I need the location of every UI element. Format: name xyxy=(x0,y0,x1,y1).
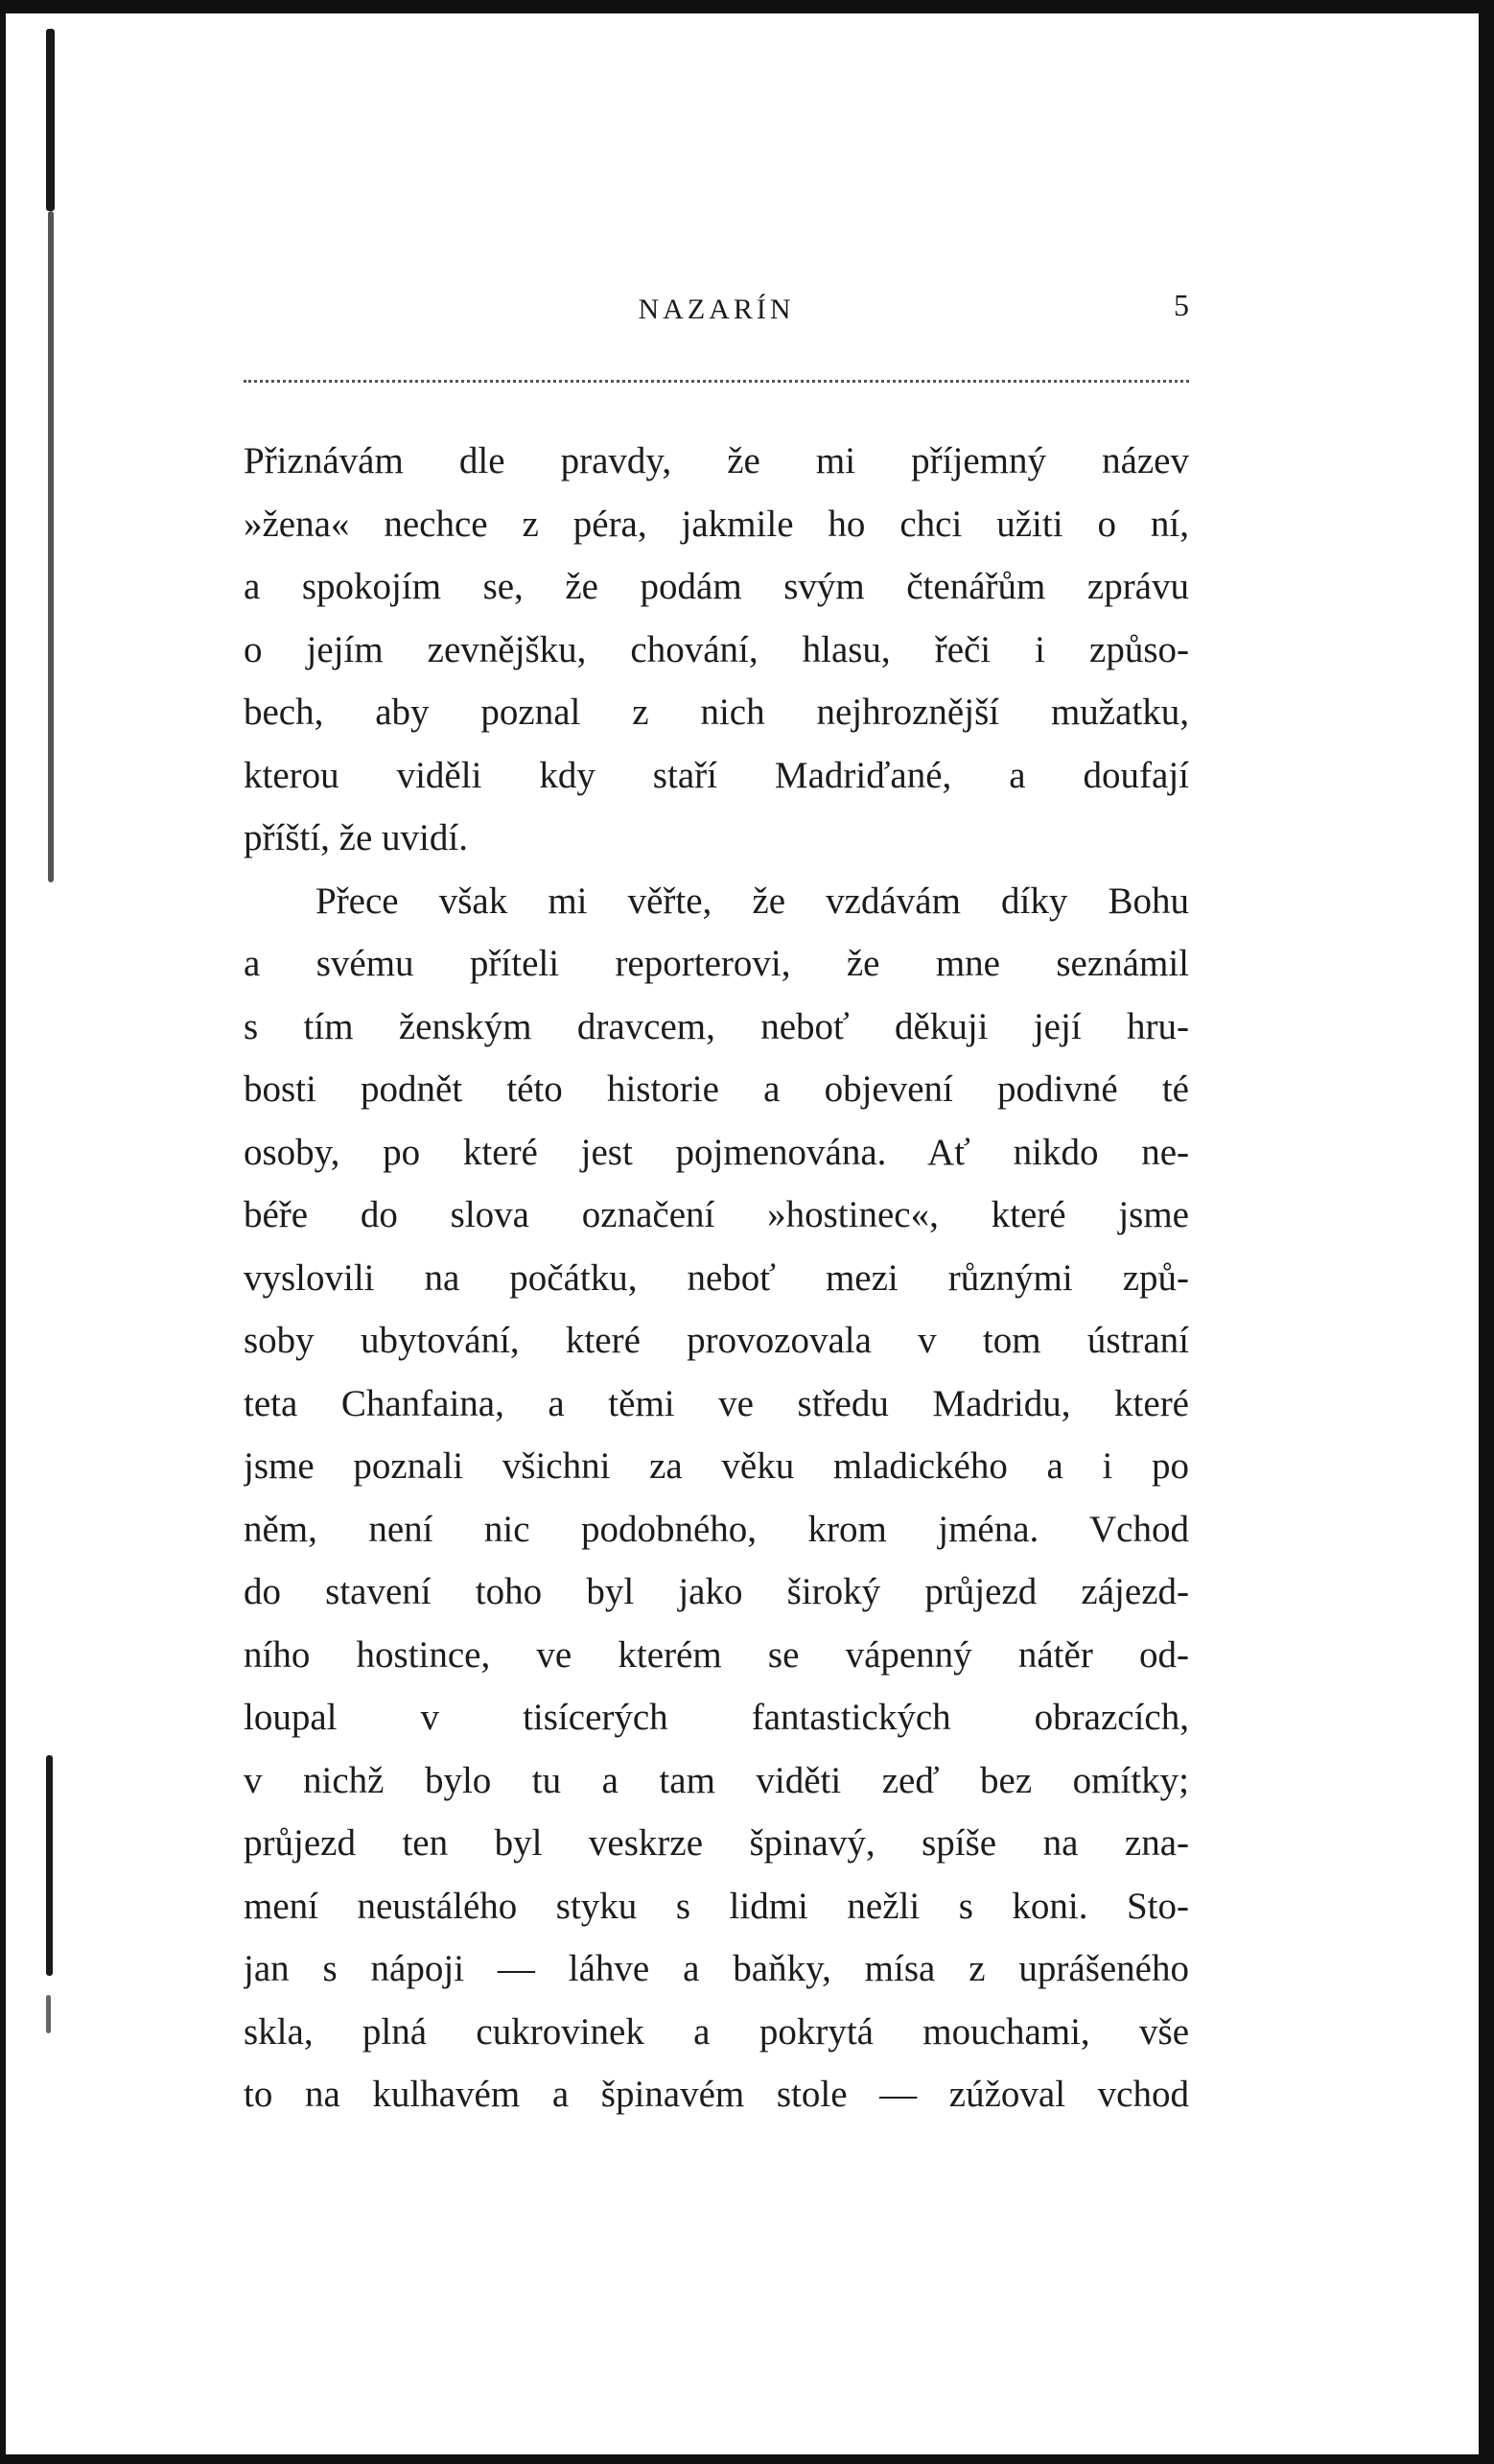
text-line: osoby, po které jest pojmenována. Ať nikdo ne- xyxy=(244,1131,1189,1173)
text-line: teta Chanfaina, a těmi ve středu Madridu, které xyxy=(244,1382,1189,1424)
text-line: ního hostince, ve kterém se vápenný nátěr od- xyxy=(244,1633,1189,1676)
text-line: jsme poznali všichni za věku mladického a i po xyxy=(244,1445,1189,1487)
text-line: béře do slova označení »hostinec«, které jsme xyxy=(244,1194,1189,1235)
header-divider xyxy=(244,380,1189,383)
text-line: bosti podnět této historie a objevení podivné té xyxy=(244,1068,1189,1110)
text-line: o jejím zevnějšku, chování, hlasu, řeči i způso- xyxy=(244,628,1189,670)
binding-shadow xyxy=(46,29,55,211)
text-line: kterou viděli kdy staří Madriďané, a doufají xyxy=(244,754,1189,796)
running-head xyxy=(244,288,1189,336)
text-line: Přiznávám dle pravdy, že mi příjemný název xyxy=(244,440,1189,481)
text-line: to na kulhavém a špinavém stole — zúžoval vchod xyxy=(244,2074,1189,2115)
text-line: vyslovili na počátku, neboť mezi různými způ- xyxy=(244,1256,1189,1299)
running-title: NAZARÍN xyxy=(638,293,795,325)
text-line: průjezd ten byl veskrze špinavý, spíše na zna- xyxy=(244,1822,1189,1864)
text-line: loupal v tisícerých fantastických obrazcích, xyxy=(244,1697,1189,1738)
text-line: v nichž bylo tu a tam viděti zeď bez omítky; xyxy=(244,1759,1189,1801)
text-line: »žena« nechce z péra, jakmile ho chci užiti o ní, xyxy=(244,503,1189,545)
text-line: něm, není nic podobného, krom jména. Vchod xyxy=(244,1508,1189,1550)
text-line: do stavení toho byl jako široký průjezd zájezd- xyxy=(244,1571,1189,1612)
binding-shadow xyxy=(48,211,54,882)
text-line: a spokojím se, že podám svým čtenářům zprávu xyxy=(244,566,1189,607)
text-line: soby ubytování, které provozovala v tom ústraní xyxy=(244,1320,1189,1361)
body-text xyxy=(244,430,1189,2126)
text-line: příští, že uvidí. xyxy=(244,817,468,858)
page-number: 5 xyxy=(1174,288,1189,322)
binding-shadow xyxy=(46,1755,53,1976)
binding-shadow xyxy=(46,1995,51,2033)
text-line: jan s nápoji — láhve a baňky, mísa z uprášeného xyxy=(244,1948,1189,1989)
text-line: bech, aby poznal z nich nejhroznější mužatku, xyxy=(244,692,1189,733)
text-line: Přece však mi věřte, že vzdávám díky Bohu xyxy=(315,880,1189,922)
text-line: mení neustálého styku s lidmi nežli s koni. Sto- xyxy=(244,1885,1189,1927)
text-line: a svému příteli reporterovi, že mne seznámil xyxy=(244,943,1189,984)
text-line: skla, plná cukrovinek a pokrytá mouchami, vše xyxy=(244,2010,1189,2053)
text-line: s tím ženským dravcem, neboť děkuji její hru- xyxy=(244,1005,1189,1047)
